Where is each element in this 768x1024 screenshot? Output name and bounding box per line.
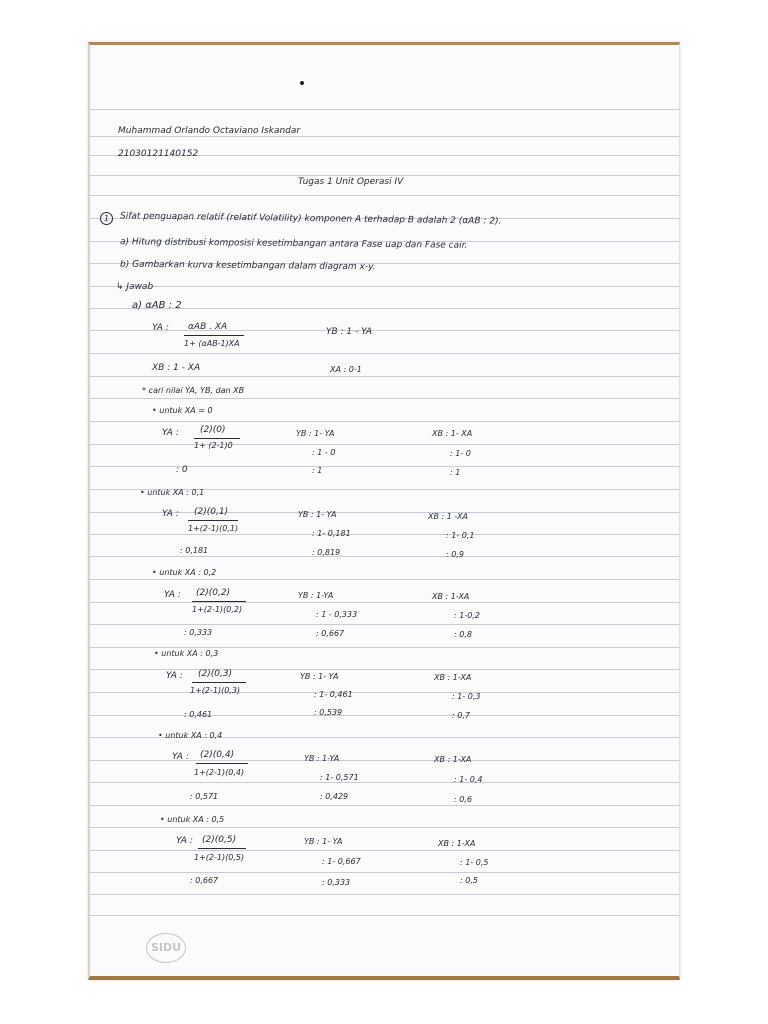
fraction-bar (194, 438, 240, 439)
ruled-line (90, 556, 679, 557)
case-heading: • untuk XA = 0 (152, 406, 213, 415)
case-heading: • untuk XA : 0,5 (160, 815, 225, 824)
case-ya-result: : 0,667 (190, 876, 219, 885)
case-ya-denominator: 1+(2-1)(0,4) (194, 768, 245, 777)
fraction-bar (196, 763, 248, 764)
case-yb-formula: YB : 1- YA (298, 510, 337, 519)
ruled-line (90, 195, 679, 196)
case-ya-denominator: 1+(2-1)(0,3) (190, 686, 241, 695)
ruled-line (90, 444, 679, 445)
case-xb-substitution: : 1- 0,3 (452, 692, 481, 701)
fraction-bar (192, 601, 246, 602)
case-ya-result: : 0 (176, 465, 188, 475)
case-xb-result: : 1 (450, 468, 461, 477)
case-xb-substitution: : 1- 0 (450, 449, 471, 458)
ruled-line (90, 398, 679, 399)
case-ya-numerator: (2)(0,5) (202, 835, 237, 845)
ruled-line (90, 330, 679, 331)
case-xb-formula: XB : 1 -XA (428, 512, 468, 521)
case-xb-formula: XB : 1-XA (432, 592, 470, 601)
case-xb-result: : 0,8 (454, 630, 472, 639)
case-yb-result: : 0,819 (312, 548, 341, 557)
case-ya-denominator: 1+(2-1)(0,2) (192, 605, 243, 614)
ya-formula-numerator: αAB . XA (188, 322, 228, 332)
ruled-line (90, 692, 679, 693)
case-ya-denominator: 1+(2-1)(0,5) (194, 853, 245, 862)
page-title: Tugas 1 Unit Operasi IV (298, 177, 404, 187)
case-xb-formula: XB : 1- XA (432, 429, 473, 438)
case-yb-result: : 0,539 (314, 708, 343, 717)
fraction-bar (184, 335, 244, 336)
case-ya-lhs: YA : (162, 509, 179, 519)
ruled-line (90, 136, 679, 137)
ruled-line (90, 534, 679, 535)
case-ya-denominator: 1+(2-1)(0,1) (188, 524, 239, 533)
ruled-line (90, 850, 679, 851)
case-yb-substitution: : 1 - 0 (312, 448, 336, 457)
case-xb-substitution: : 1-0,2 (454, 611, 480, 620)
ya-formula-denominator: 1+ (αAB-1)XA (184, 339, 240, 348)
ruled-line (90, 353, 679, 354)
case-yb-substitution: : 1- 0,667 (322, 857, 361, 866)
case-yb-result: : 1 (312, 466, 323, 475)
answer-label: ↳ Jawab (116, 282, 154, 292)
case-yb-result: : 0,429 (320, 792, 349, 801)
case-xb-substitution: : 1- 0,1 (446, 531, 475, 540)
ruled-line (90, 421, 679, 422)
ruled-line (90, 175, 679, 176)
ya-formula-lhs: YA : (152, 323, 169, 333)
fraction-bar (198, 848, 246, 849)
ruled-line (90, 286, 679, 287)
case-ya-lhs: YA : (162, 428, 179, 438)
ruled-line (90, 715, 679, 716)
ruled-line (90, 579, 679, 580)
case-yb-formula: YB : 1-YA (298, 591, 334, 600)
case-xb-formula: XB : 1-XA (438, 839, 476, 848)
notebook-page (88, 42, 680, 980)
case-ya-result: : 0,333 (184, 628, 213, 637)
fraction-bar (192, 682, 246, 683)
student-id: 21030121140152 (118, 149, 199, 159)
case-yb-formula: YB : 1-YA (304, 754, 340, 763)
question-part-b: b) Gambarkan kurva kesetimbangan dalam diagram x-y. (119, 259, 376, 273)
ruled-line (90, 669, 679, 670)
ruled-line (90, 602, 679, 603)
case-xb-substitution: : 1- 0,5 (460, 858, 489, 867)
case-ya-numerator: (2)(0,1) (194, 507, 229, 517)
alpha-value: a) αAB : 2 (132, 300, 182, 311)
ruled-line (90, 872, 679, 873)
case-xb-result: : 0,6 (454, 795, 472, 804)
case-ya-result: : 0,181 (180, 546, 209, 555)
case-yb-substitution: : 1- 0,181 (312, 529, 351, 538)
case-ya-result: : 0,571 (190, 792, 219, 801)
ruled-line (90, 894, 679, 895)
case-xb-formula: XB : 1-XA (434, 755, 472, 764)
question-statement: Sifat penguapan relatif (relatif Volatility) komponen A terhadap B adalah 2 (αAB : 2). (119, 211, 502, 227)
student-name: Muhammad Orlando Octaviano Iskandar (118, 126, 301, 136)
case-yb-substitution: : 1- 0,461 (314, 690, 353, 699)
case-ya-denominator: 1+ (2-1)0 (194, 441, 233, 450)
yb-formula: YB : 1 - YA (326, 327, 373, 337)
xa-given: XA : 0-1 (330, 365, 362, 374)
case-heading: • untuk XA : 0,3 (154, 649, 219, 658)
case-ya-numerator: (2)(0,2) (196, 588, 231, 598)
sidu-logo: SIDU (146, 933, 186, 963)
case-ya-lhs: YA : (164, 590, 181, 600)
case-yb-formula: YB : 1- YA (300, 672, 339, 681)
case-yb-substitution: : 1 - 0,333 (316, 610, 358, 619)
ink-dot (300, 81, 304, 85)
case-xb-substitution: : 1- 0,4 (454, 775, 483, 784)
xb-formula: XB : 1 - XA (152, 363, 201, 373)
case-xb-result: : 0,5 (460, 876, 478, 885)
case-ya-lhs: YA : (172, 752, 189, 762)
case-heading: • untuk XA : 0,2 (152, 568, 217, 577)
case-yb-formula: YB : 1- YA (304, 837, 343, 846)
ruled-line (90, 624, 679, 625)
ruled-line (90, 647, 679, 648)
case-xb-result: : 0,9 (446, 550, 464, 559)
ruled-line (90, 782, 679, 783)
case-yb-result: : 0,667 (316, 629, 345, 638)
ruled-line (90, 827, 679, 828)
case-ya-numerator: (2)(0,3) (198, 669, 233, 679)
case-ya-lhs: YA : (166, 671, 183, 681)
ruled-line (90, 109, 679, 110)
question-part-a: a) Hitung distribusi komposisi kesetimbangan antara Fase uap dan Fase cair. (119, 237, 468, 251)
ruled-line (90, 805, 679, 806)
fraction-bar (188, 520, 238, 521)
ruled-line (90, 915, 679, 916)
case-ya-numerator: (2)(0) (200, 425, 226, 435)
case-xb-formula: XB : 1-XA (434, 673, 472, 682)
case-yb-result: : 0,333 (322, 878, 351, 887)
case-ya-numerator: (2)(0,4) (200, 750, 235, 760)
ruled-line (90, 376, 679, 377)
find-values-note: * cari nilai YA, YB, dan XB (142, 386, 245, 395)
case-heading: • untuk XA : 0,4 (158, 731, 223, 740)
case-xb-result: : 0,7 (452, 711, 470, 720)
case-yb-formula: YB : 1- YA (296, 429, 335, 438)
case-heading: • untuk XA : 0,1 (140, 488, 205, 497)
case-ya-result: : 0,461 (184, 710, 213, 719)
case-ya-lhs: YA : (176, 836, 193, 846)
case-yb-substitution: : 1- 0,571 (320, 773, 359, 782)
question-number: 1 (104, 214, 110, 223)
